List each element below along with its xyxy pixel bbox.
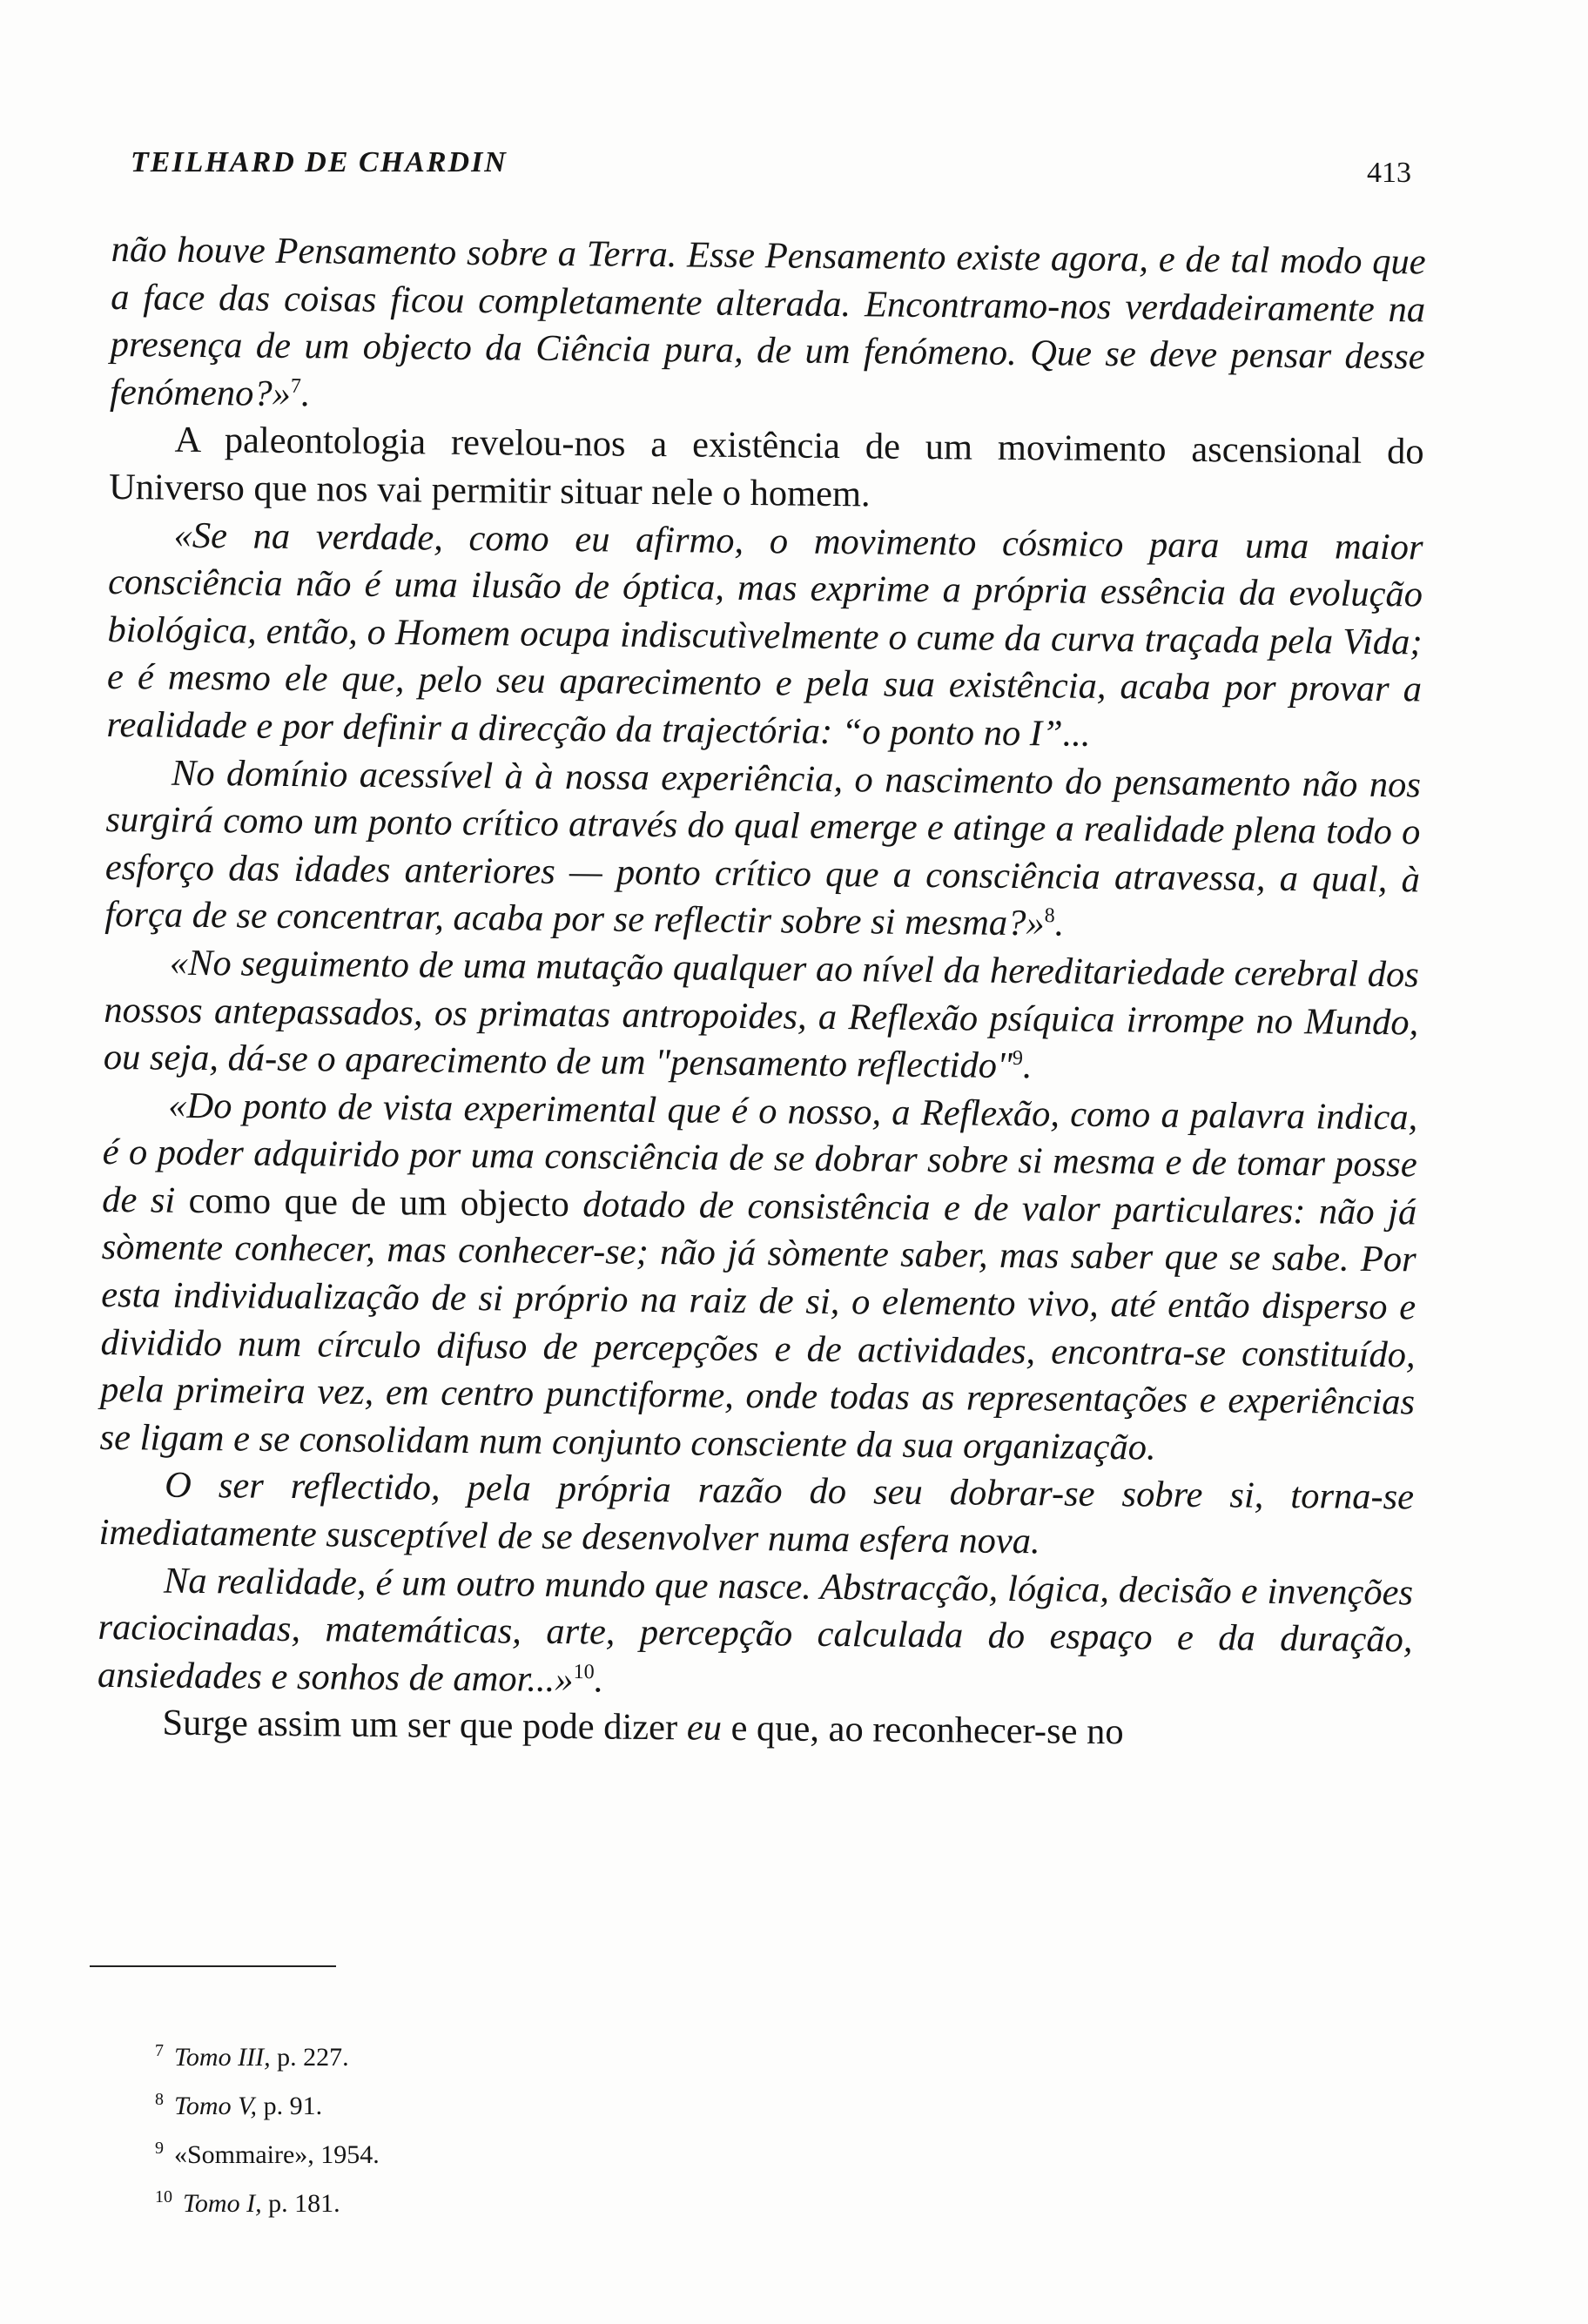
running-title: TEILHARD DE CHARDIN <box>131 146 508 178</box>
footnote-ref-9: 9 <box>1012 1046 1024 1071</box>
paragraph-4-text: No domínio acessível à à nossa experiência, o nascimento do pensamento não nos surgirá como um ponto crítico através do qual emerge e atinge a realidade plena todo o esforço das idades anteriores — ponto crítico que a consciência atravessa, a qual, à força de se concentrar, acaba por se reflectir sobre si mesma?» <box>104 752 1422 944</box>
paragraph-2 <box>109 416 1424 524</box>
footnote-ref-7: 7 <box>290 374 302 398</box>
footnote-divider <box>90 1965 336 1967</box>
footnote-location: «Sommaire», 1954. <box>174 2140 380 2169</box>
paragraph-5 <box>104 939 1420 1094</box>
footnote-number: 9 <box>155 2139 164 2158</box>
paragraph-1 <box>110 226 1426 429</box>
footnote-location: p. 91. <box>263 2092 323 2120</box>
footnote-work: Tomo III, <box>174 2043 271 2072</box>
paragraph-7-text: O ser reflectido, pela própria razão do seu dobrar-se sobre si, torna-se imediatamente susceptível de se desenvolver numa esfera nova. <box>98 1465 1415 1562</box>
paragraph-4 <box>104 749 1421 952</box>
footnote-number: 8 <box>155 2090 164 2109</box>
footnote-ref-10: 10 <box>573 1660 595 1684</box>
paragraph-7 <box>98 1461 1414 1569</box>
paragraph-3-text: «Se na verdade, como eu afirmo, o movimento cósmico para uma maior consciência não é uma ilusão de óptica, mas exprime a própria essência da evolução biológica, então, o Homem ocupa indiscutìvelmente o cume da curva traçada pela Vida; e é mesmo ele que, pelo seu aparecimento e pela sua existência, acaba por provar a realidade e por definir a direcção da trajectória: “o ponto no I”... <box>106 514 1423 755</box>
paragraph-1-text: não houve Pensamento sobre a Terra. Esse Pensamento existe agora, e de tal modo que a face das coisas ficou completamente alterada. Encontramo-nos verdadeiramente na presença de um objecto da Ciência pura, de um fenómeno. Que se deve pensar desse fenómeno?» <box>109 228 1426 414</box>
footnote-10 <box>155 2176 380 2225</box>
paragraph-8-text: Na realidade, é um outro mundo que nasce. Abstracção, lógica, decisão e invenções raciocinadas, matemáticas, arte, percepção calculada do espaço e da duração, ansiedades e sonhos de amor...» <box>97 1560 1414 1700</box>
paragraph-9-text-a: Surge assim um ser que pode dizer <box>162 1703 678 1749</box>
paragraph-1-tail: . <box>300 373 311 414</box>
footnote-location: p. 227. <box>277 2043 349 2072</box>
footnote-number: 7 <box>155 2041 164 2060</box>
footnote-location: p. 181. <box>268 2189 340 2218</box>
paragraph-5-text: «No seguimento de uma mutação qualquer ao nível da hereditariedade cerebral dos nossos antepassados, os primatas antropoides, a Reflexão psíquica irrompe no Mundo, ou seja, dá-se o aparecimento de um "pensamento reflectido" <box>103 942 1420 1087</box>
paragraph-6 <box>99 1082 1417 1474</box>
paragraph-6-text-c: dotado de consistência e de valor particulares: não já sòmente conhecer, mas conhecer-se; não já sòmente saber, mas saber que se sabe. Por esta individualização de si próprio na raiz de si, o elemento vivo, até então disperso e dividido num círculo difuso de percepções e de actividades, encontra-se constituído, pela primeira vez, em centro punctiforme, onde todas as representações e experiências se ligam e se consolidam num conjunto consciente da sua organização. <box>99 1184 1417 1468</box>
paragraph-6-text-a: «Do ponto de vista experimental que é o nosso, a Reflexão, como a palavra indica, é o poder adquirido por uma consciência de se dobrar sobre si mesma e de tomar posse de si <box>102 1085 1418 1221</box>
paragraph-8-tail: . <box>594 1659 604 1701</box>
paragraph-5-tail: . <box>1022 1045 1033 1087</box>
footnotes <box>155 2030 380 2225</box>
footnote-9 <box>155 2127 380 2176</box>
footnote-work: Tomo V, <box>174 2092 258 2120</box>
paragraph-3 <box>106 512 1423 762</box>
footnote-number: 10 <box>155 2187 172 2206</box>
paragraph-2-text: A paleontologia revelou-nos a existência de um movimento ascensional do Universo que nos vai permitir situar nele o homem. <box>108 420 1424 515</box>
main-text <box>97 226 1426 1759</box>
paragraph-4-tail: . <box>1054 903 1065 944</box>
footnote-ref-8: 8 <box>1044 904 1055 928</box>
paragraph-8 <box>98 1557 1414 1712</box>
paragraph-6-text-b: como que de um objecto <box>188 1179 570 1225</box>
footnote-work: Tomo I, <box>183 2189 262 2218</box>
footnote-7 <box>155 2030 380 2079</box>
paragraph-9-text-b: eu <box>686 1707 723 1750</box>
page-number: 413 <box>1367 157 1411 189</box>
footnote-8 <box>155 2079 380 2127</box>
paragraph-9-text-c: e que, ao reconhecer-se no <box>730 1708 1124 1753</box>
